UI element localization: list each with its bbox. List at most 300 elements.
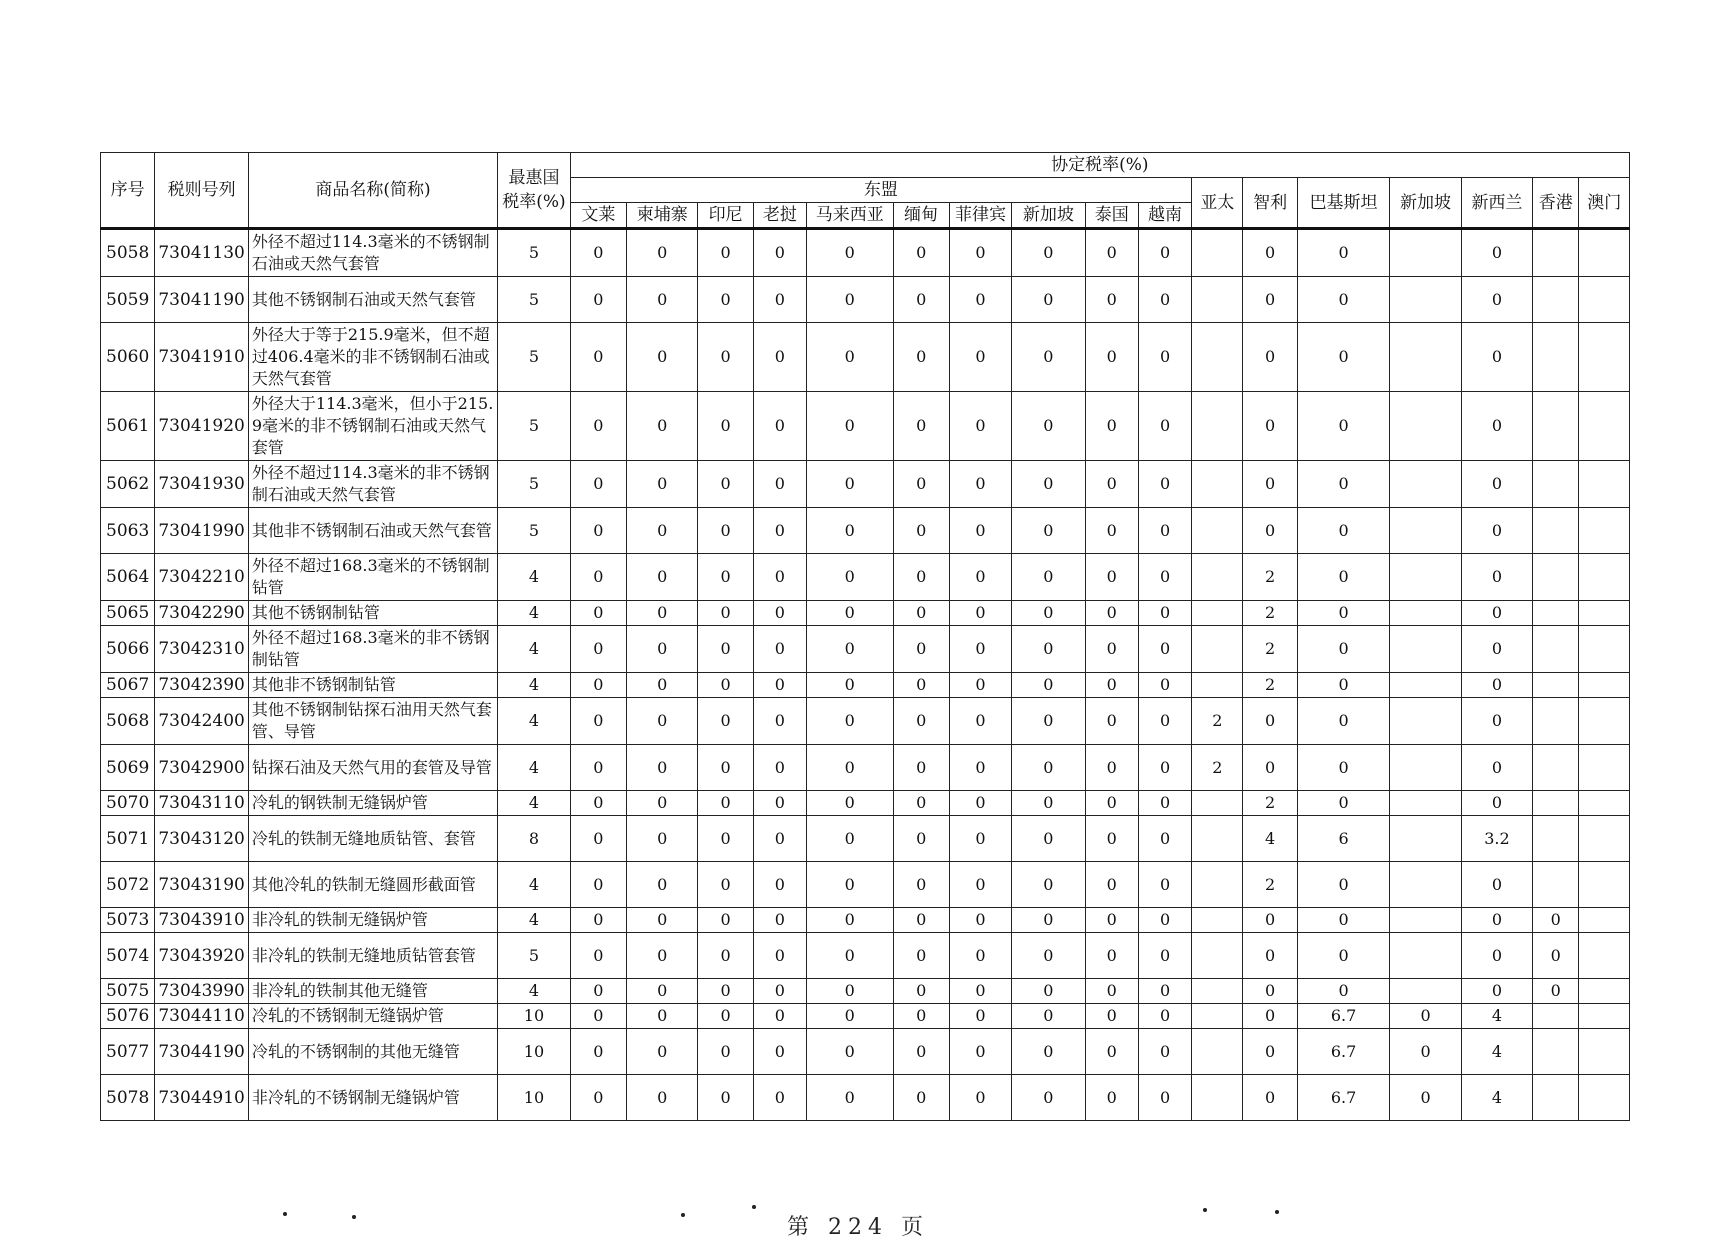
- row-agreement-rate: 0: [1297, 229, 1390, 277]
- col-seq-header: 序号: [101, 153, 155, 229]
- row-agreement-rate: 0: [1297, 508, 1390, 554]
- row-asean-rate: 0: [570, 1004, 626, 1029]
- row-asean-rate: 0: [807, 461, 894, 508]
- row-asean-rate: 0: [570, 1075, 626, 1121]
- row-agreement-rate: [1579, 1075, 1630, 1121]
- row-asean-rate: 0: [753, 745, 806, 791]
- row-agreement-rate: 6.7: [1297, 1004, 1390, 1029]
- row-asean-rate: 0: [753, 229, 806, 277]
- col-macau-header: 澳门: [1579, 178, 1630, 229]
- row-asean-rate: 0: [1085, 791, 1138, 816]
- table-row: [101, 1075, 1630, 1121]
- row-agreement-rate: 0: [1533, 933, 1579, 979]
- row-asean-rate: 0: [1138, 1075, 1191, 1121]
- row-seq: 5065: [101, 601, 155, 626]
- row-asean-rate: 0: [753, 673, 806, 698]
- row-agreement-rate: [1390, 461, 1461, 508]
- row-agreement-rate: [1533, 461, 1579, 508]
- row-agreement-rate: 0: [1461, 979, 1532, 1004]
- row-agreement-rate: [1390, 673, 1461, 698]
- row-agreement-rate: [1390, 745, 1461, 791]
- row-agreement-rate: 0: [1461, 745, 1532, 791]
- row-agreement-rate: 0: [1297, 862, 1390, 908]
- row-agreement-rate: [1579, 229, 1630, 277]
- row-asean-rate: 0: [753, 601, 806, 626]
- row-asean-rate: 0: [807, 229, 894, 277]
- row-agreement-rate: 0: [1243, 392, 1297, 461]
- row-agreement-rate: [1533, 816, 1579, 862]
- row-seq: 5070: [101, 791, 155, 816]
- scan-speck: [752, 1205, 756, 1209]
- row-asean-rate: 0: [753, 862, 806, 908]
- row-asean-rate: 0: [753, 323, 806, 392]
- row-agreement-rate: 0: [1461, 508, 1532, 554]
- row-asean-rate: 0: [570, 1029, 626, 1075]
- col-asean-member-header: 马来西亚: [807, 203, 894, 229]
- row-product-name: 外径不超过114.3毫米的非不锈钢制石油或天然气套管: [248, 461, 497, 508]
- row-asean-rate: 0: [893, 508, 949, 554]
- row-agreement-rate: 2: [1192, 745, 1243, 791]
- row-tariff-code: 73042290: [155, 601, 249, 626]
- row-agreement-rate: [1390, 277, 1461, 323]
- row-asean-rate: 0: [627, 979, 698, 1004]
- row-asean-rate: 0: [949, 323, 1011, 392]
- row-mfn-rate: 4: [498, 698, 570, 745]
- row-agreement-rate: 6: [1297, 816, 1390, 862]
- row-agreement-rate: [1192, 392, 1243, 461]
- table-row: [101, 277, 1630, 323]
- row-mfn-rate: 4: [498, 626, 570, 673]
- row-agreement-rate: 0: [1297, 933, 1390, 979]
- row-asean-rate: 0: [698, 933, 753, 979]
- row-asean-rate: 0: [1012, 1004, 1085, 1029]
- agreement-rate-header: 协定税率(%): [570, 153, 1629, 178]
- row-agreement-rate: [1192, 601, 1243, 626]
- row-agreement-rate: [1579, 745, 1630, 791]
- row-agreement-rate: [1533, 673, 1579, 698]
- row-asean-rate: 0: [1085, 277, 1138, 323]
- row-tariff-code: 73042900: [155, 745, 249, 791]
- row-tariff-code: 73041190: [155, 277, 249, 323]
- row-asean-rate: 0: [1138, 933, 1191, 979]
- row-agreement-rate: [1192, 816, 1243, 862]
- row-asean-rate: 0: [1012, 862, 1085, 908]
- row-asean-rate: 0: [570, 392, 626, 461]
- row-agreement-rate: 0: [1533, 908, 1579, 933]
- row-asean-rate: 0: [893, 791, 949, 816]
- row-agreement-rate: 0: [1297, 745, 1390, 791]
- row-asean-rate: 0: [1085, 626, 1138, 673]
- row-agreement-rate: 0: [1461, 862, 1532, 908]
- row-asean-rate: 0: [570, 791, 626, 816]
- row-asean-rate: 0: [570, 554, 626, 601]
- row-asean-rate: 0: [1138, 554, 1191, 601]
- row-mfn-rate: 10: [498, 1004, 570, 1029]
- row-agreement-rate: 0: [1243, 229, 1297, 277]
- row-mfn-rate: 5: [498, 392, 570, 461]
- row-agreement-rate: 0: [1461, 908, 1532, 933]
- row-product-name: 冷轧的铁制无缝地质钻管、套管: [248, 816, 497, 862]
- row-asean-rate: 0: [807, 1004, 894, 1029]
- row-tariff-code: 73041920: [155, 392, 249, 461]
- row-asean-rate: 0: [949, 461, 1011, 508]
- row-agreement-rate: [1390, 323, 1461, 392]
- row-asean-rate: 0: [570, 933, 626, 979]
- row-asean-rate: 0: [949, 745, 1011, 791]
- col-newzealand-header: 新西兰: [1461, 178, 1532, 229]
- row-asean-rate: 0: [1085, 862, 1138, 908]
- row-agreement-rate: 0: [1297, 323, 1390, 392]
- row-product-name: 外径大于114.3毫米，但小于215.9毫米的非不锈钢制石油或天然气套管: [248, 392, 497, 461]
- row-asean-rate: 0: [627, 816, 698, 862]
- row-asean-rate: 0: [1138, 229, 1191, 277]
- table-row: [101, 862, 1630, 908]
- row-mfn-rate: 4: [498, 791, 570, 816]
- row-asean-rate: 0: [1138, 908, 1191, 933]
- row-asean-rate: 0: [949, 673, 1011, 698]
- row-asean-rate: 0: [807, 791, 894, 816]
- table-row: [101, 461, 1630, 508]
- row-asean-rate: 0: [753, 791, 806, 816]
- row-seq: 5072: [101, 862, 155, 908]
- row-asean-rate: 0: [949, 1075, 1011, 1121]
- row-asean-rate: 0: [753, 392, 806, 461]
- row-mfn-rate: 5: [498, 933, 570, 979]
- row-seq: 5074: [101, 933, 155, 979]
- row-asean-rate: 0: [570, 508, 626, 554]
- row-agreement-rate: 0: [1243, 508, 1297, 554]
- row-asean-rate: 0: [1085, 601, 1138, 626]
- row-asean-rate: 0: [698, 229, 753, 277]
- row-asean-rate: 0: [570, 816, 626, 862]
- row-agreement-rate: 0: [1297, 908, 1390, 933]
- row-asean-rate: 0: [893, 461, 949, 508]
- row-agreement-rate: [1579, 698, 1630, 745]
- row-asean-rate: 0: [949, 392, 1011, 461]
- row-asean-rate: 0: [1085, 698, 1138, 745]
- row-asean-rate: 0: [807, 1075, 894, 1121]
- table-row: [101, 816, 1630, 862]
- row-asean-rate: 0: [753, 1004, 806, 1029]
- row-asean-rate: 0: [1012, 1075, 1085, 1121]
- row-agreement-rate: [1390, 626, 1461, 673]
- row-asean-rate: 0: [1138, 816, 1191, 862]
- row-asean-rate: 0: [1138, 508, 1191, 554]
- row-agreement-rate: 2: [1243, 554, 1297, 601]
- row-asean-rate: 0: [753, 933, 806, 979]
- row-agreement-rate: 0: [1243, 1029, 1297, 1075]
- row-asean-rate: 0: [1085, 745, 1138, 791]
- row-asean-rate: 0: [698, 1004, 753, 1029]
- row-asean-rate: 0: [1138, 392, 1191, 461]
- row-agreement-rate: 0: [1243, 277, 1297, 323]
- row-agreement-rate: 0: [1243, 1004, 1297, 1029]
- row-agreement-rate: 0: [1297, 979, 1390, 1004]
- row-product-name: 其他不锈钢制石油或天然气套管: [248, 277, 497, 323]
- row-asean-rate: 0: [949, 816, 1011, 862]
- row-agreement-rate: 0: [1297, 554, 1390, 601]
- row-agreement-rate: 0: [1461, 601, 1532, 626]
- col-pakistan-header: 巴基斯坦: [1297, 178, 1390, 229]
- col-name-header: 商品名称(简称): [248, 153, 497, 229]
- row-agreement-rate: 0: [1297, 392, 1390, 461]
- row-asean-rate: 0: [949, 698, 1011, 745]
- row-agreement-rate: 0: [1390, 1075, 1461, 1121]
- row-asean-rate: 0: [627, 698, 698, 745]
- row-asean-rate: 0: [949, 601, 1011, 626]
- row-agreement-rate: [1579, 277, 1630, 323]
- row-seq: 5073: [101, 908, 155, 933]
- row-asean-rate: 0: [1012, 933, 1085, 979]
- row-asean-rate: 0: [1085, 1075, 1138, 1121]
- row-asean-rate: 0: [570, 277, 626, 323]
- row-asean-rate: 0: [627, 277, 698, 323]
- row-asean-rate: 0: [570, 323, 626, 392]
- row-asean-rate: 0: [893, 323, 949, 392]
- row-asean-rate: 0: [753, 554, 806, 601]
- col-asean-member-header: 柬埔寨: [627, 203, 698, 229]
- row-agreement-rate: [1192, 461, 1243, 508]
- row-asean-rate: 0: [1085, 1029, 1138, 1075]
- row-agreement-rate: [1579, 933, 1630, 979]
- table-body: [101, 229, 1630, 1121]
- row-asean-rate: 0: [627, 392, 698, 461]
- row-asean-rate: 0: [1012, 554, 1085, 601]
- row-asean-rate: 0: [698, 745, 753, 791]
- row-agreement-rate: [1390, 392, 1461, 461]
- row-asean-rate: 0: [1138, 791, 1191, 816]
- row-asean-rate: 0: [698, 1029, 753, 1075]
- row-agreement-rate: [1192, 862, 1243, 908]
- row-agreement-rate: [1192, 979, 1243, 1004]
- row-tariff-code: 73044190: [155, 1029, 249, 1075]
- row-agreement-rate: [1533, 601, 1579, 626]
- row-asean-rate: 0: [1085, 323, 1138, 392]
- row-mfn-rate: 4: [498, 979, 570, 1004]
- row-asean-rate: 0: [753, 698, 806, 745]
- row-product-name: 非冷轧的铁制无缝地质钻管套管: [248, 933, 497, 979]
- row-asean-rate: 0: [1012, 979, 1085, 1004]
- row-asean-rate: 0: [698, 323, 753, 392]
- row-agreement-rate: 0: [1243, 979, 1297, 1004]
- row-asean-rate: 0: [753, 979, 806, 1004]
- row-asean-rate: 0: [1085, 508, 1138, 554]
- row-seq: 5069: [101, 745, 155, 791]
- row-asean-rate: 0: [627, 791, 698, 816]
- row-asean-rate: 0: [570, 745, 626, 791]
- row-asean-rate: 0: [1138, 698, 1191, 745]
- row-agreement-rate: 0: [1461, 791, 1532, 816]
- row-asean-rate: 0: [893, 698, 949, 745]
- row-agreement-rate: 0: [1297, 673, 1390, 698]
- row-agreement-rate: [1192, 908, 1243, 933]
- row-agreement-rate: [1390, 979, 1461, 1004]
- row-agreement-rate: 0: [1297, 277, 1390, 323]
- row-agreement-rate: 2: [1243, 673, 1297, 698]
- row-agreement-rate: [1390, 933, 1461, 979]
- table-row: [101, 392, 1630, 461]
- row-agreement-rate: [1533, 862, 1579, 908]
- row-asean-rate: 0: [949, 1004, 1011, 1029]
- row-agreement-rate: 0: [1243, 461, 1297, 508]
- table-row: [101, 1004, 1630, 1029]
- row-mfn-rate: 5: [498, 461, 570, 508]
- row-asean-rate: 0: [1085, 554, 1138, 601]
- table-row: [101, 933, 1630, 979]
- row-agreement-rate: 0: [1461, 698, 1532, 745]
- row-agreement-rate: [1533, 626, 1579, 673]
- table-row: [101, 1029, 1630, 1075]
- row-asean-rate: 0: [698, 601, 753, 626]
- row-agreement-rate: 0: [1390, 1029, 1461, 1075]
- row-product-name: 其他非不锈钢制石油或天然气套管: [248, 508, 497, 554]
- row-asean-rate: 0: [753, 908, 806, 933]
- row-asean-rate: 0: [698, 791, 753, 816]
- row-asean-rate: 0: [1085, 816, 1138, 862]
- col-asean-member-header: 缅甸: [893, 203, 949, 229]
- row-agreement-rate: [1579, 392, 1630, 461]
- row-asean-rate: 0: [893, 554, 949, 601]
- row-mfn-rate: 5: [498, 508, 570, 554]
- row-asean-rate: 0: [698, 554, 753, 601]
- row-seq: 5063: [101, 508, 155, 554]
- row-agreement-rate: [1192, 229, 1243, 277]
- row-asean-rate: 0: [949, 554, 1011, 601]
- row-agreement-rate: 0: [1461, 461, 1532, 508]
- row-asean-rate: 0: [893, 601, 949, 626]
- row-seq: 5068: [101, 698, 155, 745]
- row-asean-rate: 0: [893, 745, 949, 791]
- row-agreement-rate: [1533, 1004, 1579, 1029]
- row-agreement-rate: 0: [1533, 979, 1579, 1004]
- row-agreement-rate: [1533, 791, 1579, 816]
- row-tariff-code: 73043110: [155, 791, 249, 816]
- row-tariff-code: 73043910: [155, 908, 249, 933]
- row-seq: 5075: [101, 979, 155, 1004]
- row-agreement-rate: 0: [1297, 698, 1390, 745]
- row-asean-rate: 0: [753, 508, 806, 554]
- row-agreement-rate: 2: [1243, 626, 1297, 673]
- row-agreement-rate: 0: [1461, 673, 1532, 698]
- row-asean-rate: 0: [1012, 791, 1085, 816]
- row-asean-rate: 0: [893, 908, 949, 933]
- row-asean-rate: 0: [698, 508, 753, 554]
- row-agreement-rate: [1192, 508, 1243, 554]
- row-agreement-rate: 0: [1297, 626, 1390, 673]
- row-product-name: 钻探石油及天然气用的套管及导管: [248, 745, 497, 791]
- row-seq: 5059: [101, 277, 155, 323]
- row-agreement-rate: [1192, 1029, 1243, 1075]
- row-asean-rate: 0: [627, 933, 698, 979]
- row-agreement-rate: 6.7: [1297, 1075, 1390, 1121]
- row-asean-rate: 0: [949, 933, 1011, 979]
- row-mfn-rate: 4: [498, 673, 570, 698]
- row-asean-rate: 0: [949, 229, 1011, 277]
- row-asean-rate: 0: [1012, 277, 1085, 323]
- row-seq: 5076: [101, 1004, 155, 1029]
- row-asean-rate: 0: [570, 908, 626, 933]
- row-asean-rate: 0: [753, 626, 806, 673]
- row-asean-rate: 0: [1138, 601, 1191, 626]
- col-asean-member-header: 菲律宾: [949, 203, 1011, 229]
- row-asean-rate: 0: [949, 791, 1011, 816]
- row-asean-rate: 0: [1138, 277, 1191, 323]
- row-asean-rate: 0: [1085, 461, 1138, 508]
- table-row: [101, 908, 1630, 933]
- row-agreement-rate: 0: [1243, 745, 1297, 791]
- row-asean-rate: 0: [627, 461, 698, 508]
- row-product-name: 其他不锈钢制钻探石油用天然气套管、导管: [248, 698, 497, 745]
- row-agreement-rate: [1390, 229, 1461, 277]
- row-mfn-rate: 4: [498, 745, 570, 791]
- row-mfn-rate: 4: [498, 601, 570, 626]
- row-agreement-rate: 0: [1461, 323, 1532, 392]
- row-asean-rate: 0: [893, 626, 949, 673]
- row-seq: 5071: [101, 816, 155, 862]
- row-asean-rate: 0: [807, 933, 894, 979]
- row-asean-rate: 0: [698, 392, 753, 461]
- row-asean-rate: 0: [949, 979, 1011, 1004]
- row-asean-rate: 0: [627, 862, 698, 908]
- row-asean-rate: 0: [1138, 1004, 1191, 1029]
- row-asean-rate: 0: [753, 461, 806, 508]
- row-asean-rate: 0: [807, 392, 894, 461]
- row-asean-rate: 0: [807, 698, 894, 745]
- row-tariff-code: 73044110: [155, 1004, 249, 1029]
- row-asean-rate: 0: [949, 277, 1011, 323]
- row-seq: 5058: [101, 229, 155, 277]
- col-asean-member-header: 新加坡: [1012, 203, 1085, 229]
- table-row: [101, 554, 1630, 601]
- row-agreement-rate: [1533, 745, 1579, 791]
- row-asean-rate: 0: [807, 673, 894, 698]
- row-asean-rate: 0: [807, 816, 894, 862]
- row-product-name: 外径不超过168.3毫米的非不锈钢制钻管: [248, 626, 497, 673]
- row-asean-rate: 0: [949, 1029, 1011, 1075]
- row-agreement-rate: [1579, 323, 1630, 392]
- row-asean-rate: 0: [1138, 673, 1191, 698]
- row-asean-rate: 0: [893, 933, 949, 979]
- col-hongkong-header: 香港: [1533, 178, 1579, 229]
- row-asean-rate: 0: [627, 745, 698, 791]
- row-agreement-rate: [1390, 816, 1461, 862]
- row-mfn-rate: 5: [498, 323, 570, 392]
- row-agreement-rate: [1533, 277, 1579, 323]
- row-asean-rate: 0: [949, 508, 1011, 554]
- table-row: [101, 698, 1630, 745]
- col-asean-member-header: 越南: [1138, 203, 1191, 229]
- row-tariff-code: 73041910: [155, 323, 249, 392]
- row-agreement-rate: [1579, 601, 1630, 626]
- row-seq: 5077: [101, 1029, 155, 1075]
- row-agreement-rate: [1579, 791, 1630, 816]
- row-agreement-rate: [1192, 1075, 1243, 1121]
- row-agreement-rate: [1390, 554, 1461, 601]
- row-agreement-rate: [1579, 862, 1630, 908]
- col-asean-member-header: 老挝: [753, 203, 806, 229]
- row-asean-rate: 0: [807, 745, 894, 791]
- row-agreement-rate: 4: [1461, 1004, 1532, 1029]
- row-agreement-rate: [1192, 554, 1243, 601]
- row-asean-rate: 0: [627, 1075, 698, 1121]
- row-agreement-rate: [1192, 933, 1243, 979]
- row-asean-rate: 0: [698, 461, 753, 508]
- table-header: [101, 153, 1630, 229]
- row-asean-rate: 0: [1012, 698, 1085, 745]
- row-agreement-rate: [1390, 508, 1461, 554]
- row-asean-rate: 0: [893, 1075, 949, 1121]
- row-asean-rate: 0: [949, 862, 1011, 908]
